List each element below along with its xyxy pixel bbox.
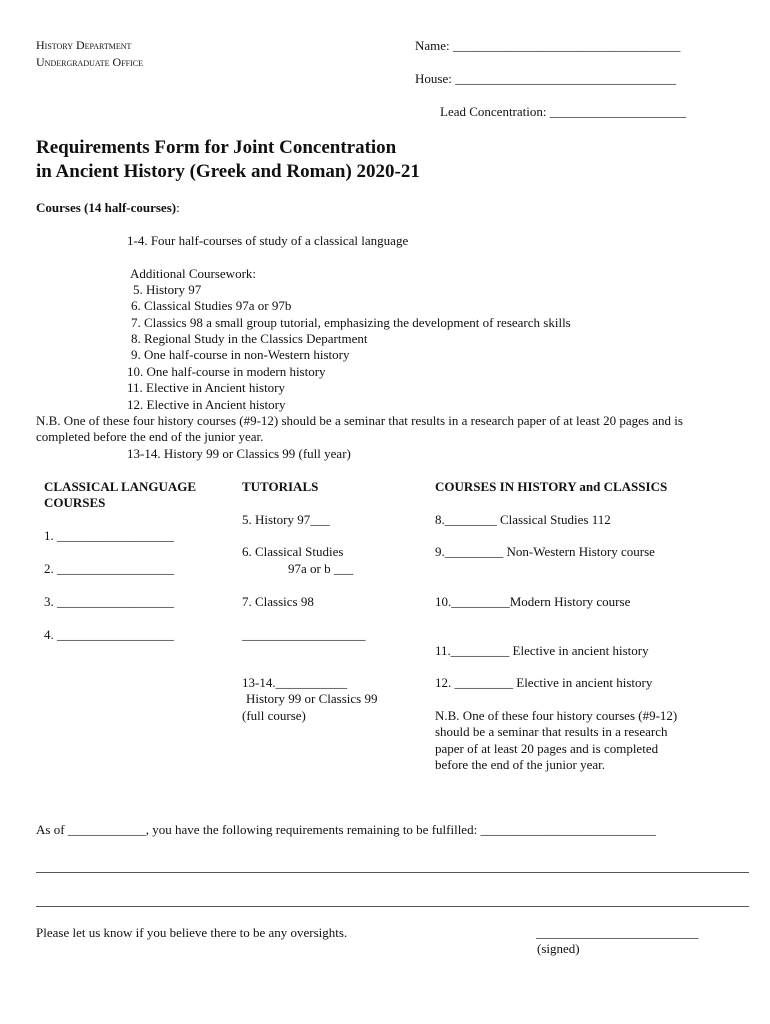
courses-heading-colon: : bbox=[176, 200, 180, 215]
column-header-courses: COURSES bbox=[44, 495, 106, 510]
history-nb-note: paper of at least 20 pages and is completed bbox=[435, 741, 659, 756]
form-title-line1: Requirements Form for Joint Concentration bbox=[36, 137, 397, 158]
nb-note-line2: completed before the end of the junior year. bbox=[36, 429, 264, 444]
tutorial-13-14-field[interactable]: 13-14.___________ bbox=[242, 675, 348, 690]
course-item-13-14: 13-14. History 99 or Classics 99 (full year) bbox=[127, 446, 351, 461]
language-course-1-field[interactable]: 1. __________________ bbox=[44, 528, 174, 543]
form-title-line2: in Ancient History (Greek and Roman) 2020-21 bbox=[36, 161, 420, 182]
oversights-note: Please let us know if you believe there to be any oversights. bbox=[36, 925, 348, 940]
signature-line[interactable]: _________________________ bbox=[536, 925, 699, 940]
course-item: 8. Regional Study in the Classics Department bbox=[131, 331, 368, 346]
office-name: Undergraduate Office bbox=[36, 55, 144, 69]
tutorial-history-97-field[interactable]: 5. History 97___ bbox=[242, 512, 330, 527]
additional-coursework-heading: Additional Coursework: bbox=[130, 266, 257, 281]
tutorial-blank-field[interactable]: ___________________ bbox=[242, 627, 366, 642]
history-course-8-field[interactable]: 8.________ Classical Studies 112 bbox=[435, 512, 611, 527]
language-course-3-field[interactable]: 3. __________________ bbox=[44, 594, 174, 609]
remaining-requirements-field[interactable]: As of ____________, you have the following requirements remaining to be fulfilled: ___________________________ bbox=[36, 822, 656, 837]
tutorial-classics-98: 7. Classics 98 bbox=[242, 594, 314, 609]
tutorial-13-14-note: (full course) bbox=[242, 708, 306, 723]
course-item: 5. History 97 bbox=[133, 282, 202, 297]
courses-heading-text: Courses (14 half-courses) bbox=[36, 200, 177, 215]
course-item: 6. Classical Studies 97a or 97b bbox=[131, 298, 292, 313]
course-item: 10. One half-course in modern history bbox=[127, 364, 326, 379]
column-header-history-classics: COURSES IN HISTORY and CLASSICS bbox=[435, 479, 668, 494]
column-header-tutorials: TUTORIALS bbox=[242, 479, 319, 494]
history-nb-note: N.B. One of these four history courses (#9-12) bbox=[435, 708, 678, 723]
history-course-11-field[interactable]: 11._________ Elective in ancient history bbox=[435, 643, 649, 658]
column-header-classical-language: CLASSICAL LANGUAGE bbox=[44, 479, 197, 494]
department-name: History Department bbox=[36, 38, 132, 52]
tutorial-13-14-course: History 99 or Classics 99 bbox=[246, 691, 378, 706]
history-course-10-field[interactable]: 10._________Modern History course bbox=[435, 594, 631, 609]
courses-heading bbox=[36, 200, 180, 216]
history-course-9-field[interactable]: 9._________ Non-Western History course bbox=[435, 544, 655, 559]
tutorial-classical-studies-label: 6. Classical Studies bbox=[242, 544, 344, 559]
history-nb-note: before the end of the junior year. bbox=[435, 757, 606, 772]
tutorial-classical-studies-field[interactable]: 97a or b ___ bbox=[288, 561, 354, 576]
notes-line-2[interactable] bbox=[36, 906, 749, 907]
course-item: 12. Elective in Ancient history bbox=[127, 397, 286, 412]
course-item: 9. One half-course in non-Western history bbox=[131, 347, 350, 362]
course-item: 7. Classics 98 a small group tutorial, emphasizing the development of research skills bbox=[131, 315, 571, 330]
history-nb-note: should be a seminar that results in a research bbox=[435, 724, 668, 739]
house-field[interactable]: House: __________________________________ bbox=[415, 71, 677, 86]
notes-line-1[interactable] bbox=[36, 872, 749, 873]
lead-concentration-field[interactable]: Lead Concentration: _____________________ bbox=[440, 104, 687, 119]
nb-note-line1: N.B. One of these four history courses (#9-12) should be a seminar that results in a research paper of at least 20 pages and is bbox=[36, 413, 683, 428]
course-item: 11. Elective in Ancient history bbox=[127, 380, 286, 395]
language-requirement: 1-4. Four half-courses of study of a classical language bbox=[127, 233, 409, 248]
language-course-4-field[interactable]: 4. __________________ bbox=[44, 627, 174, 642]
signed-label: (signed) bbox=[537, 941, 580, 956]
history-course-12-field[interactable]: 12. _________ Elective in ancient history bbox=[435, 675, 653, 690]
language-course-2-field[interactable]: 2. __________________ bbox=[44, 561, 174, 576]
name-field[interactable]: Name: ___________________________________ bbox=[415, 38, 681, 53]
